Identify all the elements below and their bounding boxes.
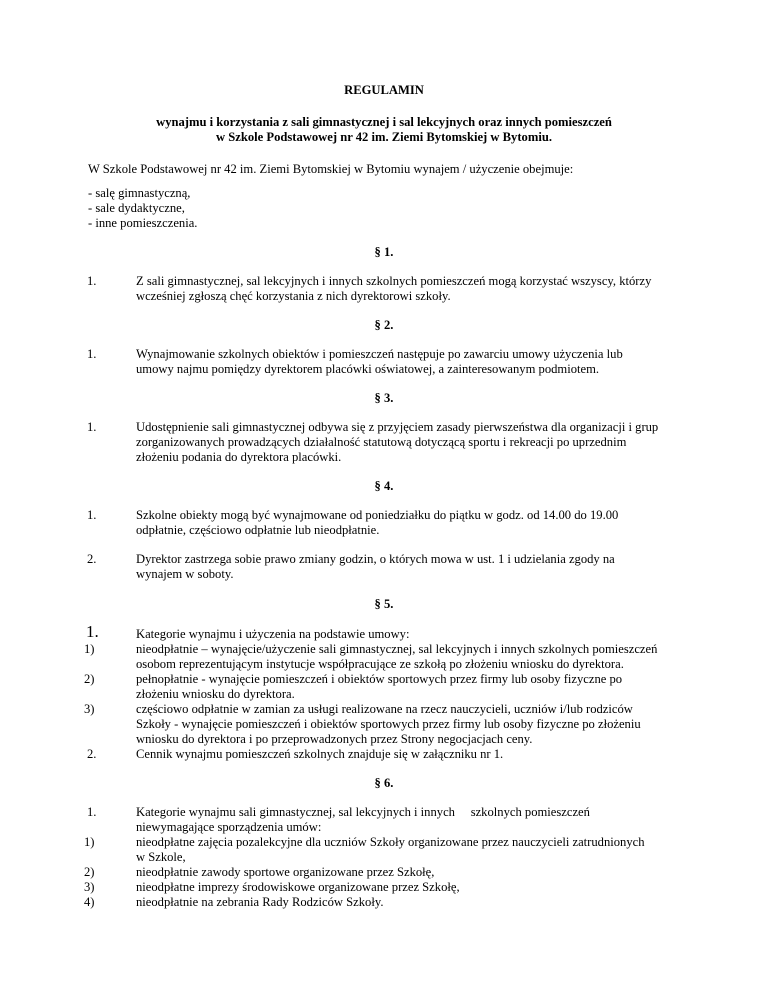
section-heading: § 4.	[374, 479, 394, 493]
point-text: Udostępnienie sali gimnastycznej odbywa się z przyjęciem zasady pierwszeństwa dla organizacji i grup	[136, 420, 659, 434]
item-text: Szkoły - wynajęcie pomieszczeń i obiektów sportowych przez firmy lub osoby fizyczne po złożeniu	[136, 717, 641, 731]
scope-item: - sale dydaktyczne,	[88, 201, 185, 215]
point-text: wcześniej zgłoszą chęć korzystania z nich dyrektorowi szkoły.	[136, 289, 451, 303]
item-text: nieodpłatne zajęcia pozalekcyjne dla uczniów Szkoły organizowane przez nauczycieli zatrudnionych	[136, 835, 645, 849]
scope-item: - inne pomieszczenia.	[88, 216, 198, 230]
item-text: częściowo odpłatnie w zamian za usługi realizowane na rzecz nauczycieli, uczniów i/lub rodziców	[136, 702, 633, 716]
point-text: wynajem w soboty.	[136, 567, 234, 581]
point-text: Kategorie wynajmu sali gimnastycznej, sal lekcyjnych i innych szkolnych pomieszczeń	[136, 805, 590, 819]
section-heading: § 1.	[374, 245, 394, 259]
point-text: złożeniu podania do dyrektora placówki.	[136, 450, 342, 464]
document-subtitle-line-2: w Szkole Podstawowej nr 42 im. Ziemi Bytomskiej w Bytomiu.	[216, 130, 552, 144]
point-text: Dyrektor zastrzega sobie prawo zmiany godzin, o których mowa w ust. 1 i udzielania zgody na	[136, 552, 615, 566]
item-text: złożeniu wniosku do dyrektora.	[136, 687, 295, 701]
point-text: umowy najmu pomiędzy dyrektorem placówki oświatowej, a zainteresowanym podmiotem.	[136, 362, 600, 376]
point-text: Z sali gimnastycznej, sal lekcyjnych i innych szkolnych pomieszczeń mogą korzystać wszyscy, którzy	[136, 274, 652, 288]
item-number: 1)	[84, 642, 95, 656]
document-subtitle-line-1: wynajmu i korzystania z sali gimnastycznej i sal lekcyjnych oraz innych pomieszczeń	[156, 115, 612, 129]
point-number: 2.	[87, 747, 97, 761]
intro-text: W Szkole Podstawowej nr 42 im. Ziemi Bytomskiej w Bytomiu wynajem / użyczenie obejmuje:	[88, 162, 574, 176]
point-text: Cennik wynajmu pomieszczeń szkolnych znajduje się w załączniku nr 1.	[136, 747, 504, 761]
item-text: nieodpłatnie na zebrania Rady Rodziców Szkoły.	[136, 895, 384, 909]
section-heading: § 5.	[374, 597, 394, 611]
item-text: nieodpłatnie – wynajęcie/użyczenie sali gimnastycznej, sal lekcyjnych i innych szkolnych pomieszczeń	[136, 642, 658, 656]
point-text: Kategorie wynajmu i użyczenia na podstawie umowy:	[136, 627, 410, 641]
point-number: 1.	[87, 508, 97, 522]
point-text: Szkolne obiekty mogą być wynajmowane od poniedziałku do piątku w godz. od 14.00 do 19.00	[136, 508, 619, 522]
item-text: nieodpłatne imprezy środowiskowe organizowane przez Szkołę,	[136, 880, 460, 894]
section-heading: § 3.	[374, 391, 394, 405]
item-text: pełnopłatnie - wynajęcie pomieszczeń i obiektów sportowych przez firmy lub osoby fizyczne po	[136, 672, 623, 686]
point-text: Wynajmowanie szkolnych obiektów i pomieszczeń następuje po zawarciu umowy użyczenia lub	[136, 347, 623, 361]
point-number: 1.	[87, 420, 97, 434]
point-number: 2.	[87, 552, 97, 566]
point-number: 1.	[86, 622, 99, 641]
item-text: w Szkole,	[136, 850, 186, 864]
item-number: 2)	[84, 865, 95, 879]
scope-item: - salę gimnastyczną,	[88, 186, 191, 200]
item-text: osobom reprezentującym instytucje współpracujące ze szkołą po złożeniu wniosku do dyrektora.	[136, 657, 624, 671]
item-number: 3)	[84, 702, 95, 716]
item-number: 3)	[84, 880, 95, 894]
point-number: 1.	[87, 274, 97, 288]
section-heading: § 6.	[374, 776, 394, 790]
section-heading: § 2.	[374, 318, 394, 332]
point-text: odpłatnie, częściowo odpłatnie lub nieodpłatnie.	[136, 523, 380, 537]
point-number: 1.	[87, 347, 97, 361]
point-number: 1.	[87, 805, 97, 819]
document-title: REGULAMIN	[344, 83, 424, 97]
item-number: 2)	[84, 672, 95, 686]
item-number: 1)	[84, 835, 95, 849]
point-text: zorganizowanych prowadzących działalność statutową dotyczącą sportu i rekreacji po uprzednim	[136, 435, 627, 449]
item-text: wniosku do dyrektora i po przeprowadzonych przez Strony negocjacjach ceny.	[136, 732, 533, 746]
point-text: niewymagające sporządzenia umów:	[136, 820, 322, 834]
item-text: nieodpłatnie zawody sportowe organizowane przez Szkołę,	[136, 865, 435, 879]
item-number: 4)	[84, 895, 95, 909]
